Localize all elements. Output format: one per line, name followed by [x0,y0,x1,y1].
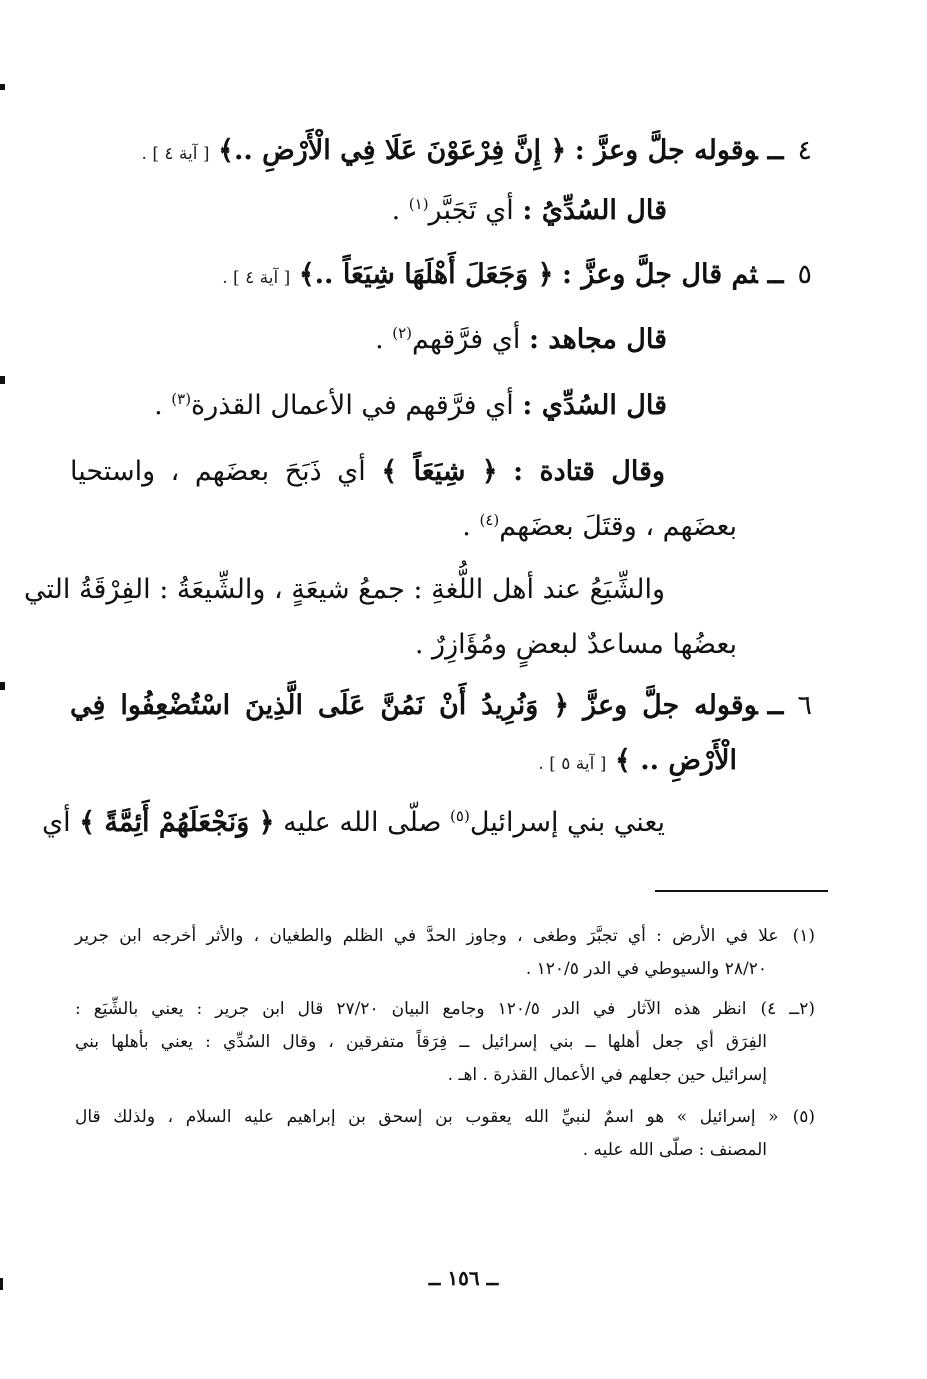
verse-reference: [ آية ٥ ] . [538,754,607,774]
line-end: . [391,195,409,226]
body-line-2 [207,193,667,228]
footnote-marker: (٢) [392,324,413,342]
body-line-7 [317,509,737,544]
dash: ــ [767,259,784,290]
quran-quote: ﴿ وَجَعَلَ أَهْلَهَا شِيَعَاً ..﴾ [298,259,554,290]
intro-text: وقوله جلَّ وعزَّ [583,690,758,721]
footnote-3-line-2 [367,1139,767,1161]
footnote-2-line-1 [75,998,815,1020]
footnote-1-line-2 [267,958,767,980]
footnote-text: المصنف : صلّى الله عليه . [582,1140,767,1160]
commentary-text: أي فرَّقهم في الأعمال القذرة [191,390,514,421]
commentary-text: والشِّيَعُ عند أهل اللُّغةِ : جمعُ شيعَةٍ ، والشِّيعَةُ : الفِرْقَةُ التي [24,574,665,605]
item-number: ٥ [797,259,812,290]
scan-edge-mark [0,376,5,384]
line-end: . [462,511,480,542]
body-line-10 [70,688,812,723]
body-line-12 [41,805,665,840]
commentary-text-2: صلّى الله عليه [283,807,442,838]
item-number: ٤ [797,135,812,166]
line-end: أي [41,807,71,838]
footnote-text: إسرائيل حين جعلهم في الأعمال القذرة . اهـ . [447,1065,767,1085]
body-line-9 [337,627,737,662]
quran-quote: الْأَرْضِ .. ﴾ [614,745,737,776]
footnote-separator [655,890,828,892]
footnote-marker: (٣) [171,390,192,408]
footnote-number: (٢ــ ٤) [760,999,815,1019]
body-line-6 [70,454,665,489]
footnote-text: ٢٨/٢٠ والسيوطي في الدر ١٢٠/٥ . [525,959,767,979]
commentary-text: أي فرَّقهم [412,324,521,355]
commentary-text: بعضَهم ، وقتَلَ بعضَهم [499,511,737,542]
speaker: وقال قتادة : [513,456,665,487]
footnote-text: « إسرائيل » هو اسمٌ لنبيِّ الله يعقوب بن إسحق بن إبراهيم عليه السلام ، ولذلك قال [75,1107,779,1127]
intro-text: ثم قال جلَّ وعزَّ : [562,259,758,290]
footnote-number: (٥) [792,1107,815,1127]
commentary-text: أي تَجَبَّر [428,195,514,226]
verse-reference: [ آية ٤ ] . [141,144,210,164]
commentary-text: أي ذَبَحَ بعضَهم ، واستحيا [70,456,366,487]
line-end: . [154,390,172,421]
footnote-2-line-3 [267,1064,767,1086]
intro-text: وقوله جلَّ وعزَّ : [574,135,758,166]
footnote-marker: (١) [408,195,429,213]
body-line-5 [154,388,667,423]
commentary-text: يعني بني إسرائيل [469,807,665,838]
quran-quote: ﴿ وَنَجْعَلَهُمْ أَئِمَّةً ﴾ [79,807,275,838]
body-line-3 [162,257,812,292]
footnote-2-line-2 [75,1031,767,1053]
scan-edge-mark [0,682,5,690]
footnote-marker: (٤) [479,511,500,529]
body-line-1 [92,133,812,168]
quran-quote: ﴿ إِنَّ فِرْعَوْنَ عَلَا فِي الْأَرْضِ ..﴾ [218,135,567,166]
footnote-text: انظر هذه الآثار في الدر ١٢٠/٥ وجامع البيان ٢٧/٢٠ قال ابن جرير : يعني بالشِّيَع : [75,999,747,1019]
footnote-number: (١) [792,926,815,946]
quran-quote: ﴿ شِيَعَاً ﴾ [381,456,498,487]
quran-quote: ﴿ وَنُرِيدُ أَنْ نَمُنَّ عَلَى الَّذِينَ اسْتُضْعِفُوا فِي [70,690,570,721]
page-number: ــ ١٥٦ ــ [428,1266,499,1290]
line-end: . [375,324,393,355]
verse-reference: [ آية ٤ ] . [222,268,291,288]
scan-edge-mark [0,84,5,90]
dash: ــ [767,135,784,166]
speaker: قال مجاهد : [528,324,667,355]
footnote-marker: (٥) [450,807,470,825]
dash: ــ [767,690,784,721]
commentary-text: بعضُها مساعدٌ لبعضٍ ومُؤَازِرٌ . [414,629,737,660]
speaker: قال السُدِّيُ : [522,195,667,226]
footnote-1-line-1 [75,925,815,947]
footnote-text: علا في الأرض : أي تجبَّرَ وطغى ، وجاوز الحدَّ في الظلم والطغيان ، والأثر أخرجه ابن جرير [75,926,779,946]
item-number: ٦ [797,690,812,721]
footnote-text: الفِرَق أي جعل أهلها ــ بني إسرائيل ــ فِرَقاً متفرقين ، وقال السُدِّي : يعني بأهلها بني [75,1032,767,1052]
speaker: قال السُدِّي : [522,390,667,421]
body-line-8 [24,572,665,607]
footnote-3-line-1 [75,1106,815,1128]
body-line-11 [437,743,737,778]
scan-edge-mark [0,1278,3,1290]
body-line-4 [247,322,667,357]
